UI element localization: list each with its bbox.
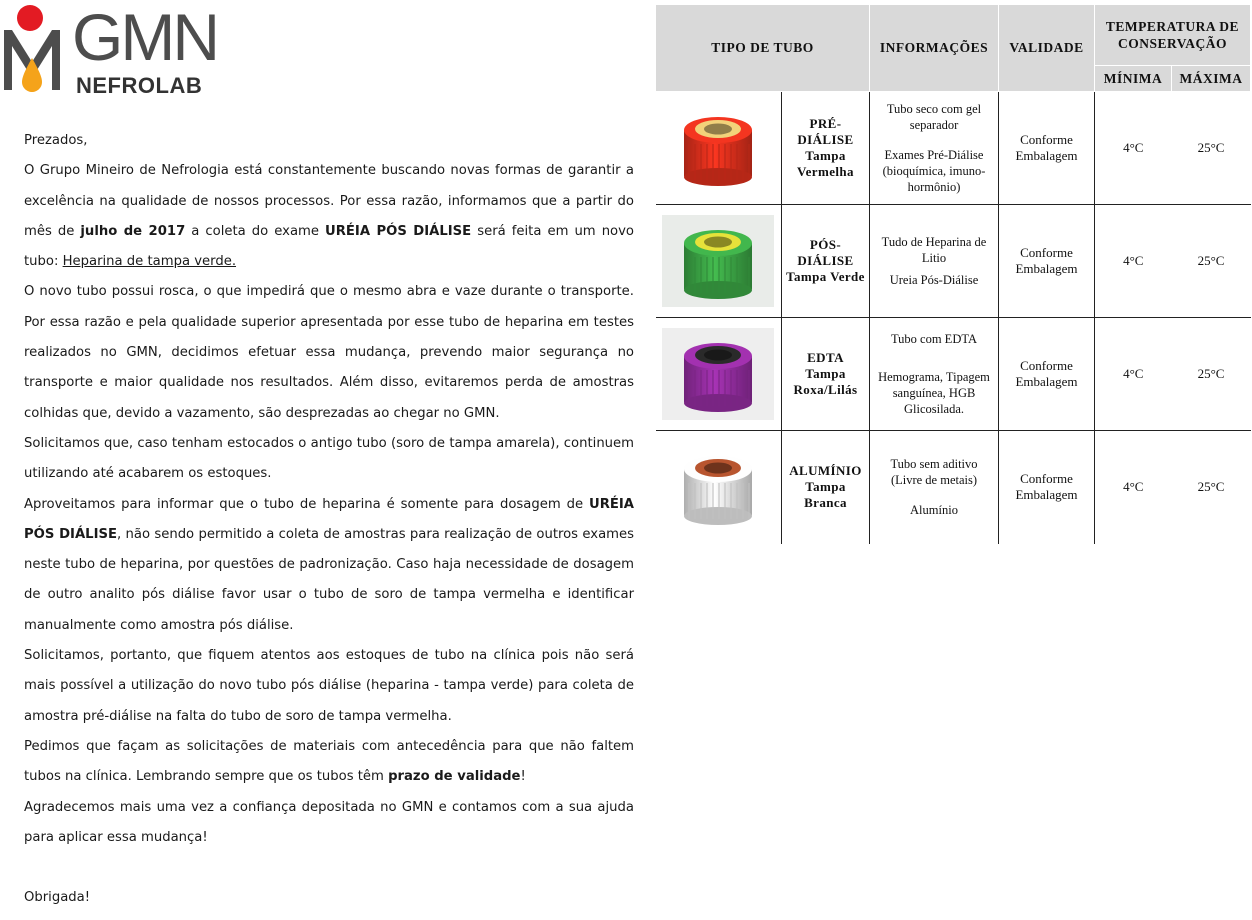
- temp-max: 25°C: [1197, 366, 1225, 381]
- tube-info-line-1: Tubo seco com gel separador: [886, 102, 982, 132]
- table-row: [656, 92, 1251, 205]
- row-image-cell: [656, 205, 782, 318]
- tube-info: [870, 431, 999, 544]
- header-max: MÁXIMA: [1172, 66, 1251, 92]
- p6-validity: prazo de validade: [388, 769, 521, 785]
- row-image-cell: [656, 318, 782, 431]
- tube-info-line-1: Tubo sem aditivo (Livre de metais): [890, 457, 978, 488]
- p6-text-a: Pedimos que façam as solicitações de materiais com antecedência para que não faltem tubos na clínica. Lembrando sempre que os tubos têm: [24, 738, 634, 785]
- table-row: [656, 205, 1251, 318]
- tube-info-line-2: Ureia Pós-Diálise: [889, 273, 979, 287]
- p4-text-c: , não sendo permitido a coleta de amostras para realização de outros exames neste tubo de heparina, por questões de padronização. Caso haja necessidade de dosagem de outro analito pós diálise favor usar o tubo de soro de tampa vermelha e identificar manualmente como amostra pós diálise.: [24, 526, 634, 633]
- tube-table: [655, 4, 1251, 544]
- temp-min: 4°C: [1123, 366, 1144, 381]
- letter-paragraph-4: [24, 490, 634, 641]
- header-min: MÍNIMA: [1095, 66, 1172, 92]
- tube-validity: Conforme Embalagem: [999, 318, 1095, 431]
- letter-paragraph-5: Solicitamos, portanto, que fiquem atentos aos estoques de tubo na clínica pois não será mais possível a utilização do novo tubo pós diálise (heparina - tampa verde) para coleta de amostra pré-diálise na falta do tubo de soro de tampa vermelha.: [24, 648, 634, 724]
- header-tipo: TIPO DE TUBO: [656, 5, 870, 92]
- letter-greeting: Prezados,: [24, 133, 88, 148]
- table-row: [656, 431, 1251, 544]
- temp-min: 4°C: [1123, 253, 1144, 268]
- tube-type: EDTA Tampa Roxa/Lilás: [782, 318, 870, 431]
- tube-info-line-2: Hemograma, Tipagem sanguínea, HGB Glicosilada.: [878, 370, 990, 416]
- tube-info-line-2: Exames Pré-Diálise (bioquímica, imuno-hormônio): [882, 148, 986, 194]
- letter-closing: Obrigada!: [24, 890, 91, 906]
- logo-subtitle: NEFROLAB: [76, 73, 203, 98]
- header-temperatura: TEMPERATURA DE CONSERVAÇÃO: [1095, 5, 1251, 66]
- tube-info: [870, 318, 999, 431]
- temp-min: 4°C: [1123, 140, 1144, 155]
- temp-max: 25°C: [1197, 140, 1225, 155]
- tube-info-line-1: Tudo de Heparina de Litio: [881, 235, 987, 265]
- p1-date: julho de 2017: [80, 223, 186, 239]
- tube-info: [870, 205, 999, 318]
- logo-title: GMN: [72, 0, 217, 74]
- header-info: INFORMAÇÕES: [870, 5, 999, 92]
- red-cap-icon: [662, 102, 774, 194]
- gmn-logo-icon: [2, 2, 74, 92]
- row-image-cell: [656, 431, 782, 544]
- purple-cap-icon: [662, 328, 774, 420]
- table-row: [656, 318, 1251, 431]
- tube-validity: Conforme Embalagem: [999, 92, 1095, 205]
- letter-paragraph-3: Solicitamos que, caso tenham estocados o antigo tubo (soro de tampa amarela), continuem utilizando até acabarem os estoques.: [24, 435, 634, 482]
- tube-validity: Conforme Embalagem: [999, 205, 1095, 318]
- row-image-cell: [656, 92, 782, 205]
- letter-paragraph-6: [24, 732, 634, 793]
- temp-min: 4°C: [1123, 479, 1144, 495]
- letter-paragraph-2: O novo tubo possui rosca, o que impedirá que o mesmo abra e vaze durante o transporte. Por essa razão e pela qualidade superior apresentada por esse tubo de heparina em testes realizados no GMN, decidimos efetuar essa mudança, prevendo maior segurança no transporte e maior qualidade nos resultados. Além disso, evitaremos perda de amostras colhidas que, devido a vazamento, são desprezadas ao chegar no GMN.: [24, 284, 634, 421]
- tube-type: PÓS-DIÁLISE Tampa Verde: [782, 205, 870, 318]
- temp-max: 25°C: [1197, 479, 1225, 495]
- letter-body: [24, 126, 634, 913]
- p6-text-c: !: [520, 769, 526, 785]
- temp-max: 25°C: [1197, 253, 1225, 268]
- tube-info: [870, 92, 999, 205]
- header-validade: VALIDADE: [999, 5, 1095, 92]
- white-cap-icon: [662, 441, 774, 533]
- gmn-logo: [0, 0, 215, 100]
- p4-text-a: Aproveitamos para informar que o tubo de heparina é somente para dosagem de: [24, 496, 590, 512]
- letter-paragraph-7: Agradecemos mais uma vez a confiança depositada no GMN e contamos com a sua ajuda para aplicar essa mudança!: [24, 799, 634, 845]
- p1-exam: URÉIA PÓS DIÁLISE: [325, 223, 472, 239]
- tube-type: ALUMÍNIO Tampa Branca: [782, 431, 870, 544]
- letter-paragraph-1: [24, 156, 634, 277]
- p1-tube: Heparina de tampa verde.: [62, 254, 237, 270]
- tube-info-line-1: Tubo com EDTA: [890, 332, 978, 346]
- tube-info-line-2: Alumínio: [910, 503, 958, 518]
- p1-text-e: será feita em um novo tubo:: [24, 223, 634, 270]
- tube-type: PRÉ-DIÁLISE Tampa Vermelha: [782, 92, 870, 205]
- green-cap-icon: [662, 215, 774, 307]
- p1-text-a: O Grupo Mineiro de Nefrologia está constantemente buscando novas formas de garantir a excelência na qualidade de nossos processos. Por essa razão, informamos que a partir do mês de: [24, 163, 634, 239]
- p4-exam: URÉIA PÓS DIÁLISE: [24, 496, 634, 542]
- tube-validity: Conforme Embalagem: [999, 431, 1095, 544]
- p1-text-c: a coleta do exame: [185, 223, 326, 239]
